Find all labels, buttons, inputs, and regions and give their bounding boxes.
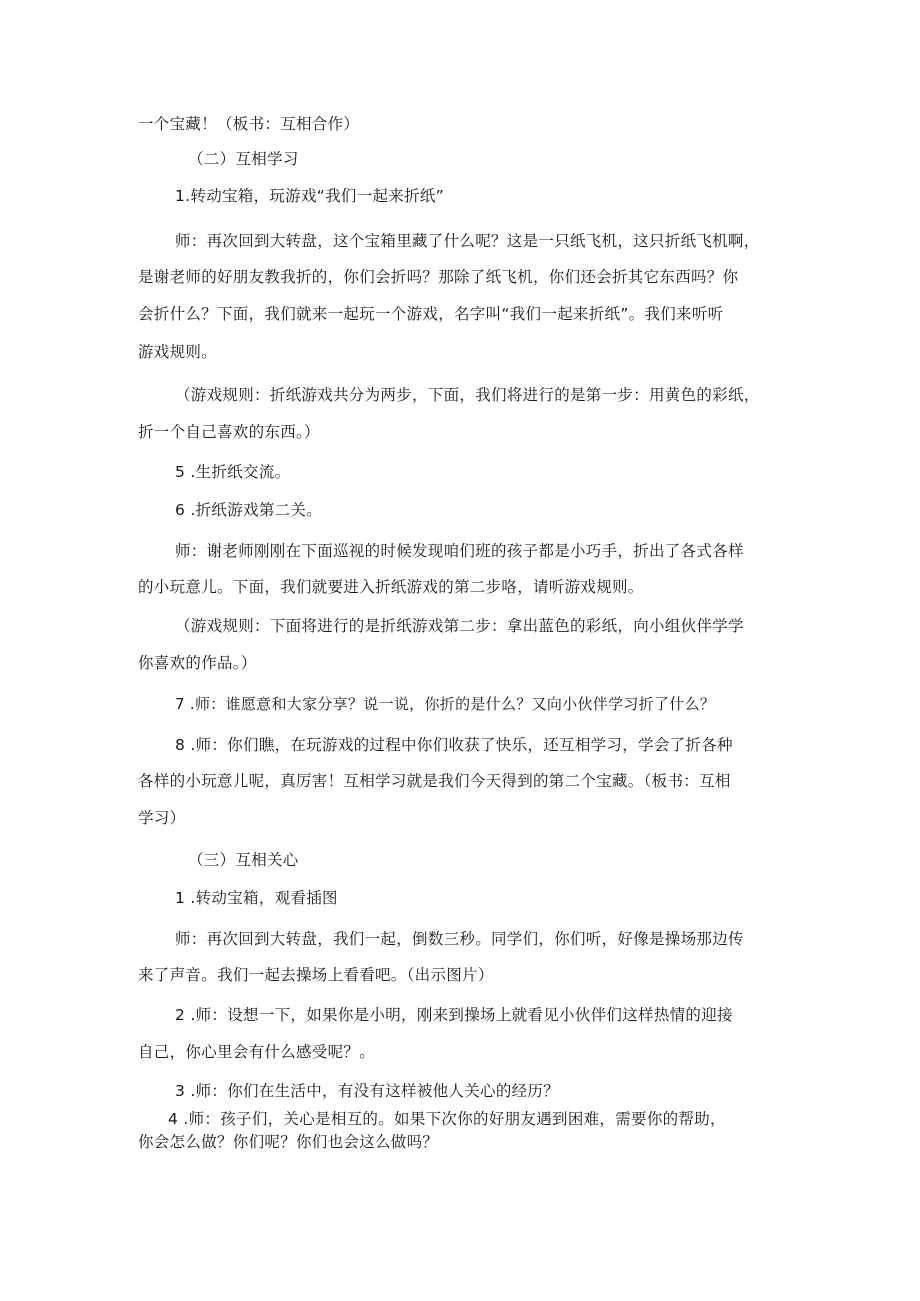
section-heading: （二）互相学习 [188, 150, 299, 168]
paragraph-line: 会折什么？下面，我们就来一起玩一个游戏，名字叫“我们一起来折纸”。我们来听听 [138, 305, 724, 323]
paragraph-line: 折一个自己喜欢的东西。） [138, 423, 320, 441]
subsection-heading: 1.转动宝箱，玩游戏“我们一起来折纸” [175, 187, 445, 205]
paragraph-line: 自己，你心里会有什么感受呢？。 [138, 1043, 376, 1061]
list-item: 5 .生折纸交流。 [175, 463, 291, 481]
paragraph-line: （游戏规则：下面将进行的是折纸游戏第二步：拿出蓝色的彩纸，向小组伙伴学学 [175, 617, 744, 635]
list-item: 2 .师：设想一下，如果你是小明，刚来到操场上就看见小伙伴们这样热情的迎接 [175, 1006, 733, 1024]
paragraph-line: 师：谢老师刚刚在下面巡视的时候发现咱们班的孩子都是小巧手，折出了各式各样 [175, 542, 744, 560]
paragraph-line: 师：再次回到大转盘，我们一起，倒数三秒。同学们，你们听，好像是操场那边传 [175, 930, 744, 948]
paragraph-line: 学习） [138, 809, 186, 827]
list-item: 7 .师：谁愿意和大家分享？说一说，你折的是什么？又向小伙伴学习折了什么？ [175, 695, 716, 713]
list-item: 3 .师：你们在生活中，有没有这样被他人关心的经历？ [175, 1082, 560, 1100]
paragraph-line: 师：再次回到大转盘，这个宝箱里藏了什么呢？这是一只纸飞机，这只折纸飞机啊， [175, 232, 760, 250]
list-item: 8 .师：你们瞧，在玩游戏的过程中你们收获了快乐，还互相学习，学会了折各种 [175, 736, 733, 754]
list-item: 4 .师：孩子们，关心是相互的。如果下次你的好朋友遇到困难，需要你的帮助， [168, 1110, 726, 1128]
paragraph-line: 你会怎么做？你们呢？你们也会这么做吗？ [138, 1133, 439, 1151]
section-heading: （三）互相关心 [188, 851, 299, 869]
list-item: 6 .折纸游戏第二关。 [175, 501, 323, 519]
paragraph-line: 一个宝藏！（板书：互相合作） [138, 115, 360, 133]
paragraph-line: 各样的小玩意儿呢，真厉害！互相学习就是我们今天得到的第二个宝藏。（板书：互相 [138, 772, 731, 790]
list-item: 1 .转动宝箱，观看插图 [175, 889, 338, 907]
paragraph-line: 游戏规则。 [138, 343, 218, 361]
paragraph-line: （游戏规则：折纸游戏共分为两步，下面，我们将进行的是第一步：用黄色的彩纸， [175, 386, 760, 404]
paragraph-line: 的小玩意儿。下面，我们就要进入折纸游戏的第二步咯，请听游戏规则。 [138, 578, 644, 596]
paragraph-line: 你喜欢的作品。） [138, 654, 257, 672]
paragraph-line: 是谢老师的好朋友教我折的，你们会折吗？那除了纸飞机，你们还会折其它东西吗？你 [138, 268, 739, 286]
paragraph-line: 来了声音。我们一起去操场上看看吧。（出示图片） [138, 966, 494, 984]
